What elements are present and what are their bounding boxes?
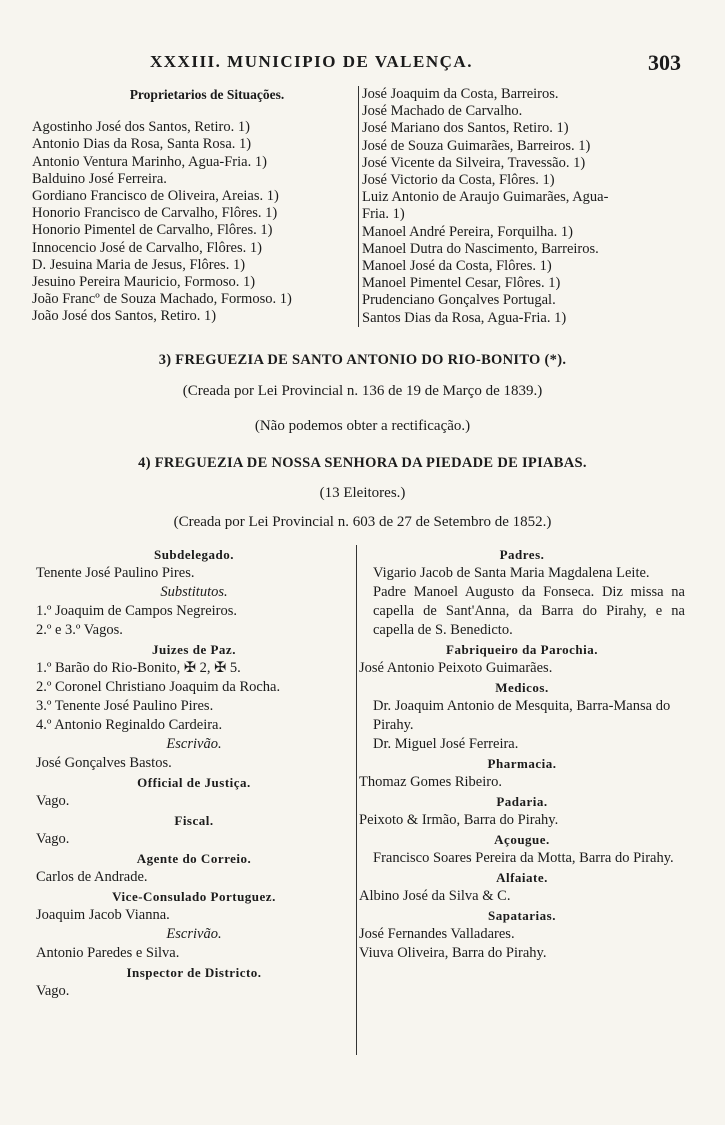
proprietario-entry: D. Jesuina Maria de Jesus, Flôres. 1) <box>32 256 246 273</box>
medico-entry-list <box>359 697 685 754</box>
section-3-title: 3) FREGUEZIA DE SANTO ANTONIO DO RIO-BONITO (*). <box>158 352 567 368</box>
official-heading: Official de Justiça. <box>137 775 251 790</box>
substituto-entry: 1.º Joaquim de Campos Negreiros. <box>36 603 238 619</box>
padre-entry: Vigario Jacob de Santa Maria Magdalena Leite. <box>373 565 650 581</box>
proprietario-entry: João Francº de Souza Machado, Formoso. 1) <box>32 291 292 308</box>
sapatarias-heading: Sapatarias. <box>488 908 556 923</box>
sapataria-entry: José Fernandes Valladares. <box>359 926 515 942</box>
officials-left-column <box>36 545 352 1001</box>
proprietario-entry: Santos Dias da Rosa, Agua-Fria. 1) <box>362 309 567 326</box>
section-4-creation: (Creada por Lei Provincial n. 603 de 27 de Setembro de 1852.) <box>173 514 552 530</box>
proprietarios-heading: Proprietarios de Situações. <box>129 87 285 102</box>
proprietario-entry-list <box>32 119 354 325</box>
padaria-name: Peixoto & Irmão, Barra do Pirahy. <box>359 812 559 828</box>
proprietario-entry-list <box>362 86 696 327</box>
proprietario-entry: Honorio Pimentel de Carvalho, Flôres. 1) <box>32 222 273 239</box>
acougue-heading: Açougue. <box>494 832 550 847</box>
agente-name: Carlos de Andrade. <box>36 869 148 885</box>
proprietario-entry: Fria. 1) <box>362 206 405 223</box>
juiz-entry: 3.º Tenente José Paulino Pires. <box>36 698 214 714</box>
proprietario-entry: José Victorio da Costa, Flôres. 1) <box>362 172 555 189</box>
proprietarios-right-column <box>358 86 696 327</box>
padre-entry: Padre Manoel Augusto da Fonseca. Diz missa na capella de Sant'Anna, da Barra do Pirahy, e na capella de S. Benedicto. <box>373 584 685 638</box>
fiscal-heading: Fiscal. <box>174 813 214 828</box>
padres-heading: Padres. <box>499 547 545 562</box>
proprietario-entry: Antonio Dias da Rosa, Santa Rosa. 1) <box>32 136 252 153</box>
escrivao-consulado-name: Antonio Paredes e Silva. <box>36 945 180 961</box>
subdelegado-heading: Subdelegado. <box>153 547 235 562</box>
juiz-entry: 1.º Barão do Rio-Bonito, ✠ 2, ✠ 5. <box>36 660 241 676</box>
alfaiate-name: Albino José da Silva & C. <box>359 888 511 904</box>
proprietario-entry: João José dos Santos, Retiro. 1) <box>32 308 217 325</box>
subdelegado-name: Tenente José Paulino Pires. <box>36 565 195 581</box>
proprietario-entry: Luiz Antonio de Araujo Guimarães, Agua- <box>362 189 609 206</box>
proprietario-entry: José Joaquim da Costa, Barreiros. <box>362 86 559 102</box>
proprietario-entry: Gordiano Francisco de Oliveira, Areias. 1) <box>32 188 279 205</box>
official-name: Vago. <box>36 793 70 809</box>
acougue-name: Francisco Soares Pereira da Motta, Barra do Pirahy. <box>373 850 674 866</box>
section-4-title: 4) FREGUEZIA DE NOSSA SENHORA DA PIEDADE DE IPIABAS. <box>138 455 587 471</box>
escrivao-name: José Gonçalves Bastos. <box>36 755 172 771</box>
inspector-name: Vago. <box>36 983 70 999</box>
proprietario-entry: Antonio Ventura Marinho, Agua-Fria. 1) <box>32 153 267 170</box>
proprietario-entry: Prudenciano Gonçalves Portugal. <box>362 292 556 309</box>
medico-entry: Dr. Miguel José Ferreira. <box>373 736 519 752</box>
escrivao-heading: Escrivão. <box>166 736 222 752</box>
sapataria-entry: Viuva Oliveira, Barra do Pirahy. <box>359 945 547 961</box>
vice-consulado-name: Joaquim Jacob Vianna. <box>36 907 170 923</box>
substituto-entry: 2.º e 3.º Vagos. <box>36 622 123 638</box>
juiz-entry: 4.º Antonio Reginaldo Cardeira. <box>36 717 223 733</box>
proprietario-entry: Jesuino Pereira Mauricio, Formoso. 1) <box>32 274 256 291</box>
substitutos-heading: Substitutos. <box>160 584 228 600</box>
proprietario-entry: José Mariano dos Santos, Retiro. 1) <box>362 120 569 137</box>
padaria-heading: Padaria. <box>496 794 548 809</box>
juiz-entry-list <box>36 659 352 735</box>
escrivao-consulado-heading: Escrivão. <box>166 926 222 942</box>
agente-heading: Agente do Correio. <box>136 851 252 866</box>
proprietarios-left-column <box>32 86 354 326</box>
proprietario-entry: José Vicente da Silveira, Travessão. 1) <box>362 154 586 171</box>
proprietario-entry: Innocencio José de Carvalho, Flôres. 1) <box>32 239 262 256</box>
alfaiate-heading: Alfaiate. <box>496 870 548 885</box>
proprietario-entry: Manoel José da Costa, Flôres. 1) <box>362 258 552 275</box>
proprietario-entry: José Machado de Carvalho. <box>362 103 523 120</box>
pharmacia-name: Thomaz Gomes Ribeiro. <box>359 774 502 790</box>
proprietario-entry: Honorio Francisco de Carvalho, Flôres. 1) <box>32 205 278 222</box>
vice-consulado-heading: Vice-Consulado Portuguez. <box>112 889 276 904</box>
proprietario-entry: Agostinho José dos Santos, Retiro. 1) <box>32 119 250 136</box>
running-header: XXXIII. MUNICIPIO DE VALENÇA. <box>150 52 473 71</box>
pharmacia-heading: Pharmacia. <box>487 756 557 771</box>
section-4-electors: (13 Eleitores.) <box>319 485 406 501</box>
substituto-entry-list <box>36 602 352 640</box>
medicos-heading: Medicos. <box>495 680 549 695</box>
fabriqueiro-name: José Antonio Peixoto Guimarães. <box>359 660 553 676</box>
proprietario-entry: Balduino José Ferreira. <box>32 170 167 187</box>
proprietario-entry: Manoel Pimentel Cesar, Flôres. 1) <box>362 275 561 292</box>
fabriqueiro-heading: Fabriqueiro da Parochia. <box>446 642 598 657</box>
juizes-heading: Juizes de Paz. <box>152 642 236 657</box>
officials-right-column <box>356 545 685 1055</box>
padre-entry-list <box>359 564 685 640</box>
section-3-note: (Não podemos obter a rectificação.) <box>254 418 471 434</box>
proprietario-entry: Manoel André Pereira, Forquilha. 1) <box>362 223 574 240</box>
proprietario-entry: Manoel Dutra do Nascimento, Barreiros. <box>362 240 599 257</box>
medico-entry: Dr. Joaquim Antonio de Mesquita, Barra-Mansa do Pirahy. <box>373 698 671 733</box>
section-3-creation: (Creada por Lei Provincial n. 136 de 19 de Março de 1839.) <box>182 383 543 399</box>
juiz-entry: 2.º Coronel Christiano Joaquim da Rocha. <box>36 679 281 695</box>
inspector-heading: Inspector de Districto. <box>126 965 262 980</box>
fiscal-name: Vago. <box>36 831 70 847</box>
proprietario-entry: José de Souza Guimarães, Barreiros. 1) <box>362 137 591 154</box>
page-number: 303 <box>648 50 681 75</box>
sapataria-entry-list <box>359 925 685 963</box>
